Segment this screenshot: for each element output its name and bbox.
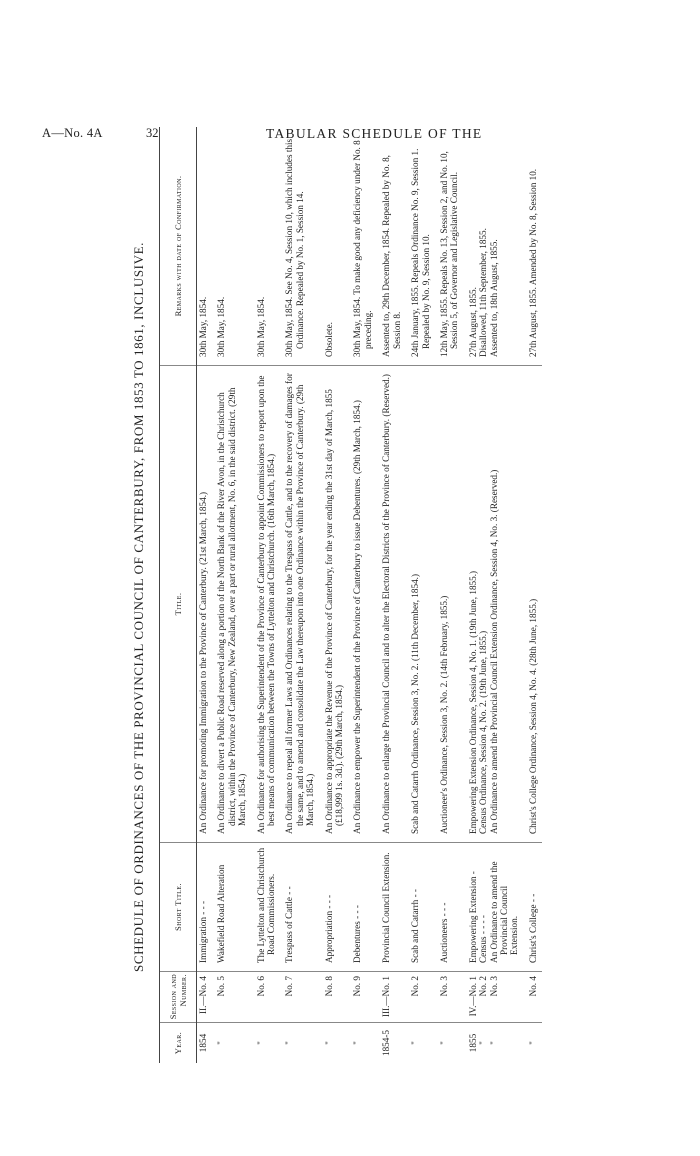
table-row bbox=[344, 127, 373, 1063]
short-title-cell-line: Census - - - - bbox=[478, 915, 489, 963]
session-cell bbox=[344, 972, 373, 1023]
short-title-cell-line: Appropriation - - - bbox=[323, 894, 334, 963]
year-cell bbox=[520, 1023, 542, 1064]
session-cell bbox=[373, 972, 402, 1023]
year-cell-line: 1854 bbox=[198, 1033, 208, 1053]
remarks-cell bbox=[431, 127, 460, 366]
title-cell bbox=[402, 366, 431, 843]
table-row bbox=[373, 127, 402, 1063]
title-cell bbox=[431, 366, 460, 843]
table-row bbox=[460, 127, 520, 1063]
year-cell bbox=[248, 1023, 277, 1064]
short-title-cell-line: The Lyttelton and Christchurch Road Commissioners. bbox=[255, 847, 277, 963]
short-title-cell-line: Trespass of Cattle - - bbox=[284, 886, 295, 963]
header-short-title: Short Title. bbox=[160, 843, 197, 972]
remarks-cell-line: 30th May, 1854. To make good any deficiency under No. 8 preceding. bbox=[352, 140, 373, 357]
table-row bbox=[520, 127, 542, 1063]
title-cell-line: Scab and Catarrh Ordinance, Session 3, No. 2. (11th December, 1854.) bbox=[410, 573, 421, 834]
session-cell-line: No. 5 bbox=[216, 976, 227, 997]
session-cell bbox=[316, 972, 345, 1023]
year-cell bbox=[316, 1023, 345, 1064]
remarks-cell-line: Assented to, 18th August, 1855. bbox=[488, 239, 499, 357]
title-cell-line: An Ordinance to repeal all former Laws and Ordinances relating to the Trespass of Cattle, and to the recovery of damages for the same, and to amend and consolidate the Law thereupon into one Ordinance within the Province of Canterbury. (29th March, 1854.) bbox=[284, 373, 316, 834]
remarks-cell bbox=[520, 127, 542, 366]
year-cell-line: " bbox=[284, 1041, 295, 1045]
year-cell bbox=[373, 1023, 402, 1064]
title-cell-line: An Ordinance to empower the Superintendent of the Province of Canterbury to issue Debentures. (29th March, 1854.) bbox=[352, 400, 363, 834]
title-cell-line: An Ordinance for authorising the Superintendent of the Province of Canterbury to appoint Commissioners to report upon the best means of communication between the Towns of Lyttelton and Christchurch. (16th March, 1854.) bbox=[255, 375, 277, 834]
year-cell-line: " bbox=[323, 1041, 334, 1045]
title-cell bbox=[197, 366, 209, 843]
year-cell bbox=[197, 1023, 209, 1064]
remarks-cell bbox=[276, 127, 315, 366]
header-title: Title. bbox=[160, 366, 197, 843]
short-title-cell bbox=[431, 843, 460, 972]
title-cell bbox=[520, 366, 542, 843]
year-cell-line: 1855 bbox=[467, 1033, 478, 1053]
short-title-cell-line: Empowering Extension - bbox=[467, 871, 478, 963]
table-row bbox=[208, 127, 247, 1063]
title-cell bbox=[276, 366, 315, 843]
remarks-cell bbox=[402, 127, 431, 366]
title-cell-line: An Ordinance to enlarge the Provincial Council and to alter the Electoral Districts of the Province of Canterbury. (Reserved.) bbox=[381, 374, 392, 834]
short-title-cell-line: Provincial Council Extension. bbox=[381, 852, 392, 963]
short-title-cell-line: Wakefield Road Alteration bbox=[216, 864, 227, 963]
year-cell bbox=[208, 1023, 247, 1064]
title-cell-line: Christ's College Ordinance, Session 4, No. 4. (28th June, 1855.) bbox=[527, 598, 538, 834]
year-cell-line: " bbox=[216, 1041, 227, 1045]
remarks-cell-line: 30th May, 1854. bbox=[255, 296, 266, 357]
header-remarks: Remarks with date of Confirmation. bbox=[160, 127, 197, 366]
short-title-cell bbox=[373, 843, 402, 972]
session-cell bbox=[520, 972, 542, 1023]
session-cell-line: No. 2 bbox=[410, 976, 421, 997]
title-cell-line: Census Ordinance, Session 4, No. 2. (19th June, 1855.) bbox=[478, 630, 489, 834]
session-cell-line: III.—No. 1 bbox=[381, 976, 392, 1018]
session-cell bbox=[402, 972, 431, 1023]
session-cell-line: No. 3 bbox=[488, 976, 499, 997]
year-cell-line: 1854-5 bbox=[381, 1029, 392, 1057]
short-title-cell bbox=[197, 843, 209, 972]
remarks-cell-line: Assented to, 29th December, 1854. Repealed by No. 8, Session 8. bbox=[381, 155, 402, 357]
page-number: 32 bbox=[146, 126, 159, 140]
short-title-cell bbox=[344, 843, 373, 972]
remarks-cell-line: 24th January, 1855. Repeals Ordinance No. 9, Session 1. Repealed by No. 9, Session 10. bbox=[410, 148, 431, 357]
remarks-cell-line: 30th May, 1854. bbox=[216, 296, 227, 357]
session-cell bbox=[197, 972, 209, 1023]
remarks-cell-line: 30th May, 1854. bbox=[198, 296, 208, 357]
year-cell bbox=[402, 1023, 431, 1064]
title-cell-line: Empowering Extension Ordinance, Session 4, No. 1. (19th June, 1855.) bbox=[467, 570, 478, 834]
session-cell bbox=[208, 972, 247, 1023]
table-row bbox=[316, 127, 345, 1063]
year-cell-line: " bbox=[255, 1041, 266, 1045]
session-cell-line: No. 9 bbox=[352, 976, 363, 997]
table-header-row bbox=[160, 127, 197, 1063]
short-title-cell-line: Christ's College - - bbox=[527, 893, 538, 963]
ordinance-table bbox=[159, 127, 542, 1063]
title-cell bbox=[248, 366, 277, 843]
year-cell bbox=[344, 1023, 373, 1064]
short-title-cell bbox=[276, 843, 315, 972]
remarks-cell-line: Disallowed, 11th September, 1855. bbox=[478, 228, 489, 357]
remarks-cell bbox=[316, 127, 345, 366]
short-title-cell-line: Auctioneers - - - bbox=[438, 902, 449, 963]
title-cell-line: Auctioneer's Ordinance, Session 3, No. 2. (14th February, 1855.) bbox=[438, 595, 449, 834]
session-cell-line: No. 8 bbox=[323, 976, 334, 997]
year-cell-line: " bbox=[488, 1041, 499, 1045]
short-title-cell bbox=[402, 843, 431, 972]
session-cell-line: No. 4 bbox=[527, 976, 538, 997]
rotated-schedule bbox=[131, 138, 587, 1063]
year-cell-line: " bbox=[478, 1041, 489, 1045]
session-cell-line: No. 3 bbox=[438, 976, 449, 997]
title-cell bbox=[373, 366, 402, 843]
header-session-number: Session and Number. bbox=[160, 972, 197, 1023]
remarks-cell bbox=[344, 127, 373, 366]
short-title-cell bbox=[460, 843, 520, 972]
year-cell-line: " bbox=[438, 1041, 449, 1045]
session-cell bbox=[248, 972, 277, 1023]
document-reference: A—No. 4A bbox=[42, 126, 103, 140]
title-cell bbox=[208, 366, 247, 843]
title-cell-line: An Ordinance to divert a Public Road reserved along a portion of the North Bank of the River Avon, in the Christchurch district, within the Province of Canterbury, New Zealand, over a part or rural allotment, No. 6, in the said district. (29th March, 1854.) bbox=[216, 387, 248, 834]
session-cell-line: II.—No. 4 bbox=[198, 976, 208, 1015]
session-cell-line: IV.—No. 1 bbox=[467, 976, 478, 1017]
year-cell-line: " bbox=[527, 1041, 538, 1045]
remarks-cell bbox=[248, 127, 277, 366]
short-title-cell bbox=[208, 843, 247, 972]
title-cell-line: An Ordinance to amend the Provincial Council Extension Ordinance, Session 4, No. 3. (Reserved.) bbox=[488, 469, 499, 834]
header-year: Year. bbox=[160, 1023, 197, 1064]
table-row bbox=[402, 127, 431, 1063]
year-cell-line: " bbox=[410, 1041, 421, 1045]
session-cell-line: No. 2 bbox=[478, 976, 489, 997]
table-row bbox=[431, 127, 460, 1063]
remarks-cell-line: 12th May, 1855. Repeals No. 13, Session 2, and No. 10, Session 5, of Governor and Legislative Council. bbox=[438, 151, 460, 357]
remarks-cell-line: 30th May, 1854. See No. 4, Session 10, which includes this Ordinance. Repealed by No. 1, Session 14. bbox=[284, 138, 305, 357]
title-cell bbox=[316, 366, 345, 843]
title-cell bbox=[460, 366, 520, 843]
remarks-cell-line: 27th August, 1855. bbox=[467, 287, 478, 357]
table-row bbox=[197, 127, 209, 1063]
session-cell bbox=[276, 972, 315, 1023]
year-cell bbox=[431, 1023, 460, 1064]
year-cell-line: " bbox=[352, 1041, 363, 1045]
remarks-cell bbox=[208, 127, 247, 366]
short-title-cell-line: Immigration - - - bbox=[198, 901, 208, 963]
title-cell-line: An Ordinance for promoting Immigration to the Province of Canterbury. (21st March, 1854.) bbox=[198, 491, 208, 834]
remarks-cell-line: 27th August, 1855. Amended by No. 8, Session 10. bbox=[527, 168, 538, 357]
remarks-cell bbox=[197, 127, 209, 366]
running-title: TABULAR SCHEDULE OF THE bbox=[266, 126, 483, 141]
short-title-cell bbox=[520, 843, 542, 972]
short-title-cell bbox=[248, 843, 277, 972]
table-row bbox=[276, 127, 315, 1063]
schedule-title: SCHEDULE OF ORDINANCES OF THE PROVINCIAL COUNCIL OF CANTERBURY, FROM 1853 TO 1861, INCLUSIVE. bbox=[131, 242, 146, 972]
session-cell-line: No. 7 bbox=[284, 976, 295, 997]
table-row bbox=[248, 127, 277, 1063]
short-title-cell-line: Scab and Catarrh - - bbox=[410, 889, 421, 963]
remarks-cell bbox=[460, 127, 520, 366]
short-title-cell-line: Debentures - - - bbox=[352, 905, 363, 963]
short-title-cell bbox=[316, 843, 345, 972]
remarks-cell bbox=[373, 127, 402, 366]
session-cell bbox=[460, 972, 520, 1023]
year-cell bbox=[276, 1023, 315, 1064]
session-cell bbox=[431, 972, 460, 1023]
title-cell-line: An Ordinance to appropriate the Revenue of the Province of Canterbury, for the year ending the 31st day of March, 1855 (£18,999 1s. 3d.). (29th March, 1854.) bbox=[323, 389, 345, 834]
table-body bbox=[197, 127, 543, 1063]
title-cell bbox=[344, 366, 373, 843]
remarks-cell-line: Obsolete. bbox=[323, 322, 334, 357]
year-cell bbox=[460, 1023, 520, 1064]
session-cell-line: No. 6 bbox=[255, 976, 266, 997]
short-title-cell-line: An Ordinance to amend the Provincial Council Extension. bbox=[488, 861, 520, 963]
